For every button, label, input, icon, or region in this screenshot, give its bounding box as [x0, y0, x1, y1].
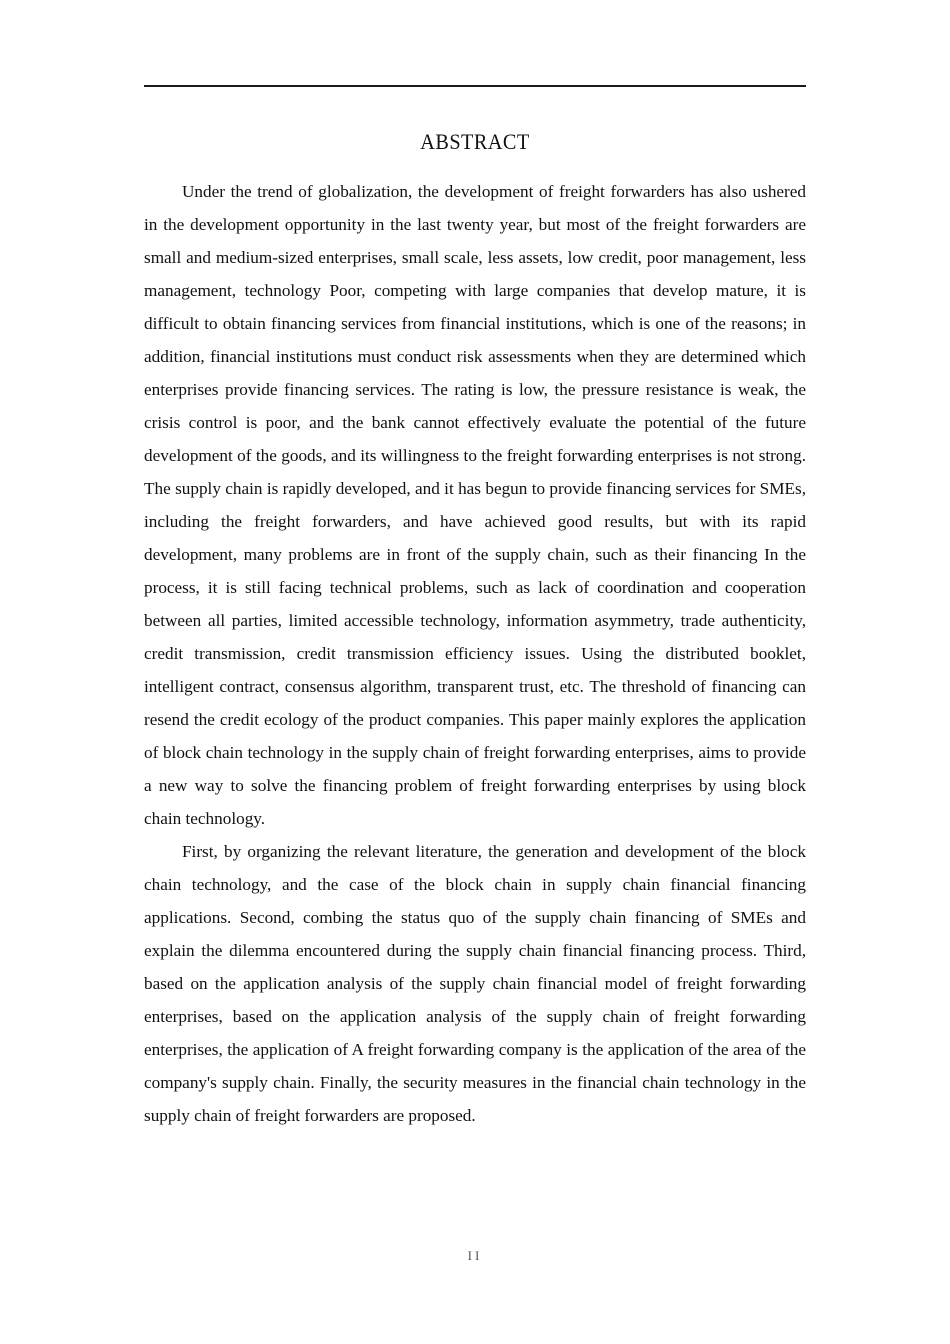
abstract-paragraph-2: First, by organizing the relevant literature, the generation and development of the block chain technology, and the case of the block chain in supply chain financial financing applications. Second, combing the status quo of the supply chain financing of SMEs and explain the dilemma encountered during the supply chain financial financing process. Third, based on the application analysis of the supply chain financial model of freight forwarding enterprises, based on the application analysis of the supply chain of freight forwarding enterprises, the application of A freight forwarding company is the application of the area of the company's supply chain. Finally, the security measures in the financial chain technology in the supply chain of freight forwarders are proposed.	[144, 842, 806, 1125]
abstract-paragraph-1: Under the trend of globalization, the development of freight forwarders has also ushered in the development opportunity in the last twenty year, but most of the freight forwarders are small and medium-sized enterprises, small scale, less assets, low credit, poor management, less management, technology Poor, competing with large companies that develop mature, it is difficult to obtain financing services from financial institutions, which is one of the reasons; in addition, financial institutions must conduct risk assessments when they are determined which enterprises provide financing services. The rating is low, the pressure resistance is weak, the crisis control is poor, and the bank cannot effectively evaluate the potential of the future development of the goods, and its willingness to the freight forwarding enterprises is not strong. The supply chain is rapidly developed, and it has begun to provide financing services for SMEs, including the freight forwarders, and have achieved good results, but with its rapid development, many problems are in front of the supply chain, such as their financing In the process, it is still facing technical problems, such as lack of coordination and cooperation between all parties, limited accessible technology, information asymmetry, trade authenticity, credit transmission, credit transmission efficiency issues. Using the distributed booklet, intelligent contract, consensus algorithm, transparent trust, etc. The threshold of financing can resend the credit ecology of the product companies. This paper mainly explores the application of block chain technology in the supply chain of freight forwarding enterprises, aims to provide a new way to solve the financing problem of freight forwarding enterprises by using block chain technology.	[144, 182, 806, 828]
header-rule	[144, 85, 806, 87]
page-number: II	[467, 1248, 483, 1263]
abstract-body	[144, 175, 806, 1132]
page-title: ABSTRACT	[420, 129, 530, 154]
